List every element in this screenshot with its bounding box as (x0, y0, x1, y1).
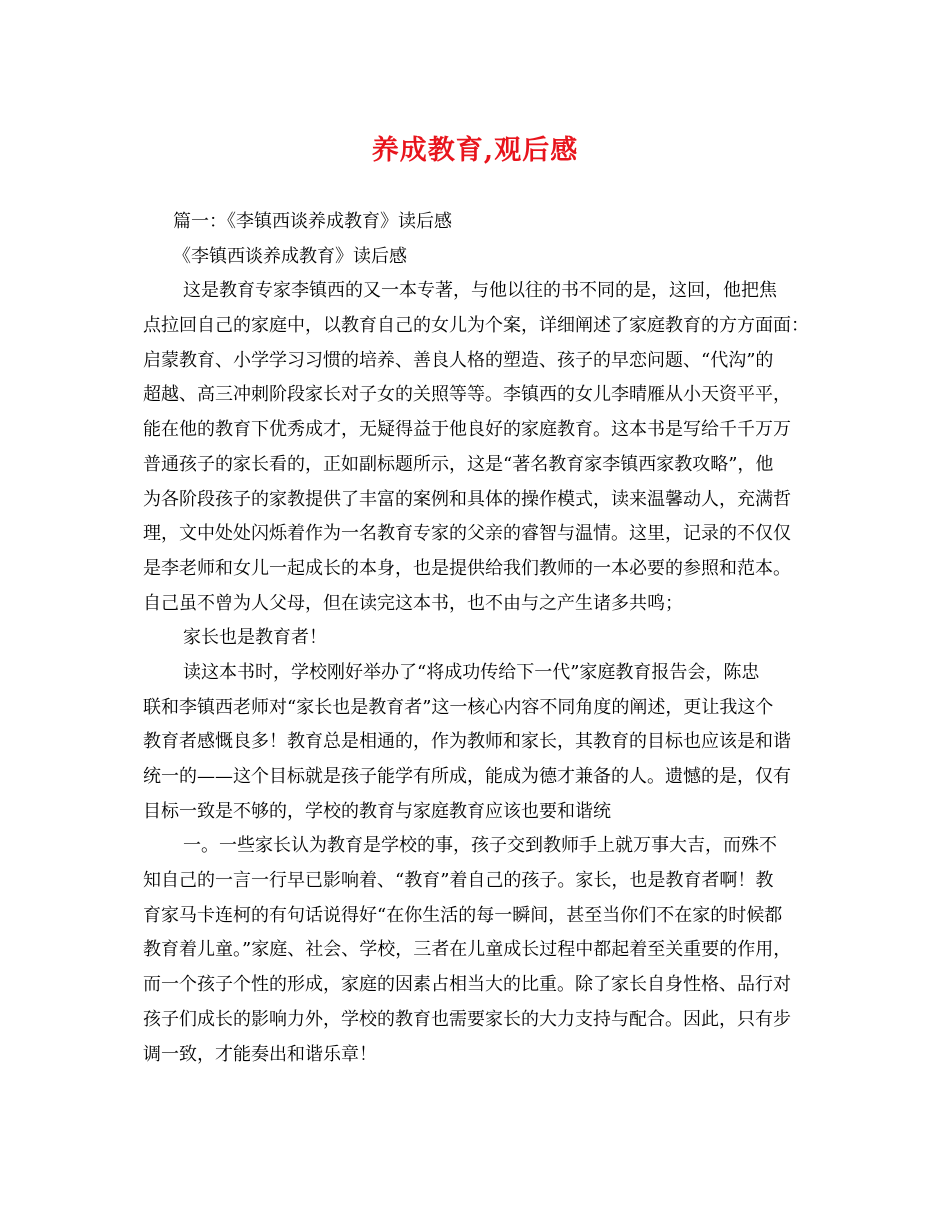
paragraph-line: 而一个孩子个性的形成，家庭的因素占相当大的比重。除了家长自身性格、品行对 (143, 974, 791, 996)
chapter-heading: 篇一：《李镇西谈养成教育》读后感 (173, 211, 452, 232)
paragraph-line: 理，文中处处闪烁着作为一名教育专家的父亲的睿智与温情。这里，记录的不仅仅 (143, 523, 791, 545)
paragraph-line: 目标一致是不够的，学校的教育与家庭教育应该也要和谐统 (143, 800, 611, 822)
paragraph-line: 读这本书时，学校刚好举办了“将成功传给下一代”家庭教育报告会，陈忠 (183, 661, 760, 683)
paragraph-line: 统一的——这个目标就是孩子能学有所成，能成为德才兼备的人。遗憾的是，仅有 (143, 766, 791, 787)
paragraph-line: 知自己的一言一行早已影响着、“教育”着自己的孩子。家长，也是教育者啊！教 (143, 870, 774, 892)
paragraph-line: 为各阶段孩子的家教提供了丰富的案例和具体的操作模式，读来温馨动人，充满哲 (143, 488, 791, 510)
subtitle-line: 《李镇西谈养成教育》读后感 (173, 245, 407, 267)
paragraph-line: 超越、高三冲刺阶段家长对子女的关照等等。李镇西的女儿李晴雁从小天资平平， (143, 384, 791, 406)
paragraph-line: 这是教育专家李镇西的又一本专著，与他以往的书不同的是，这回，他把焦 (183, 280, 777, 302)
paragraph-line: 教育着儿童。”家庭、社会、学校，三者在儿童成长过程中都起着至关重要的作用， (143, 939, 792, 961)
paragraph-line: 是李老师和女儿一起成长的本身，也是提供给我们教师的一本必要的参照和范本。 (143, 557, 791, 579)
paragraph-line: 点拉回自己的家庭中，以教育自己的女儿为个案，详细阐述了家庭教育的方方面面： (143, 315, 809, 337)
paragraph-line: 调一致，才能奏出和谐乐章！ (143, 1043, 377, 1065)
paragraph-line: 孩子们成长的影响力外，学校的教育也需要家长的大力支持与配合。因此，只有步 (143, 1008, 791, 1030)
document-title: 养成教育,观后感 (371, 135, 579, 166)
paragraph-line: 一。一些家长认为教育是学校的事，孩子交到教师手上就万事大吉，而殊不 (183, 835, 777, 857)
paragraph-line: 教育者感慨良多！教育总是相通的，作为教师和家长，其教育的目标也应该是和谐 (143, 731, 791, 753)
section-heading: 家长也是教育者！ (183, 627, 327, 649)
paragraph-line: 能在他的教育下优秀成才，无疑得益于他良好的家庭教育。这本书是写给千千万万 (143, 419, 791, 441)
paragraph-line: 普通孩子的家长看的，正如副标题所示，这是“著名教育家李镇西家教攻略”，他 (143, 453, 774, 475)
paragraph-line: 育家马卡连柯的有句话说得好“在你生活的每一瞬间，甚至当你们不在家的时候都 (143, 904, 783, 926)
document-body (143, 205, 825, 1072)
paragraph-line: 启蒙教育、小学学习习惯的培养、善良人格的塑造、孩子的早恋问题、“代沟”的 (143, 349, 774, 371)
paragraph-line: 自己虽不曾为人父母，但在读完这本书，也不由与之产生诸多共鸣； (143, 592, 683, 614)
paragraph-line: 联和李镇西老师对“家长也是教育者”这一核心内容不同角度的阐述，更让我这个 (143, 696, 774, 718)
